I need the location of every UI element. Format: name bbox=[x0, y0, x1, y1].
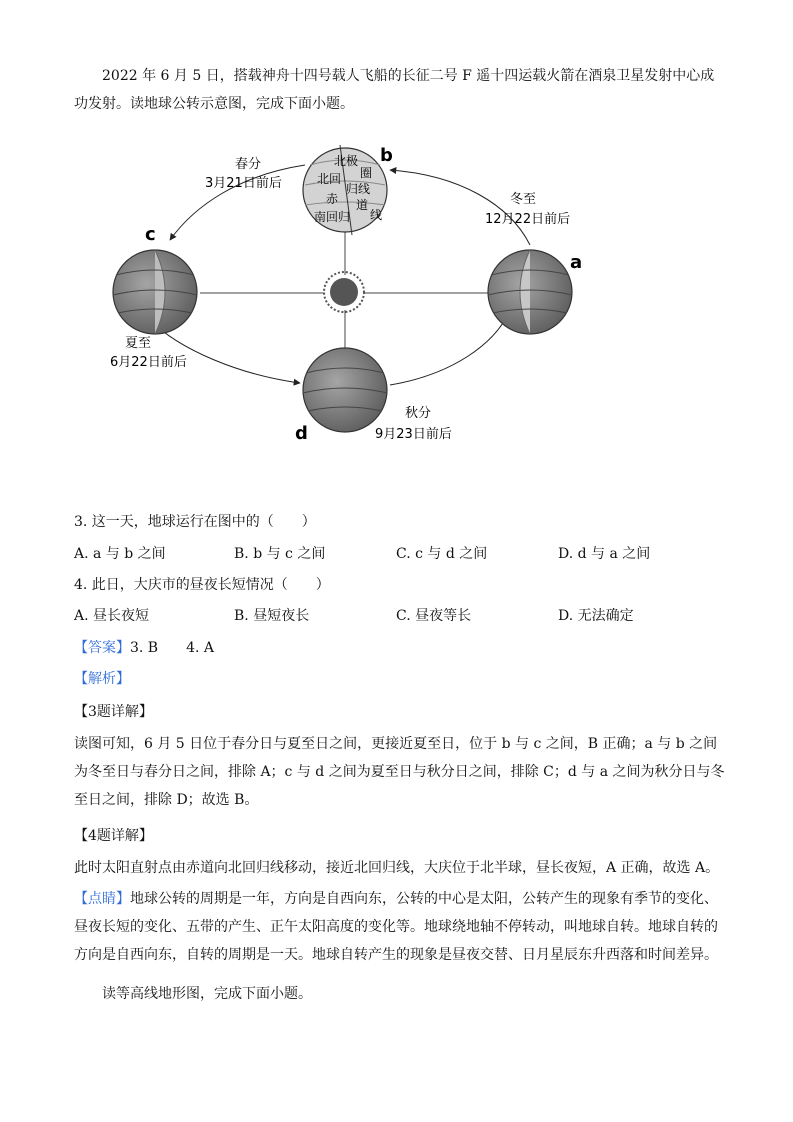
globe-d bbox=[295, 348, 452, 444]
sun-icon bbox=[324, 272, 364, 312]
globe-label-equator1: 赤 bbox=[325, 192, 339, 206]
question-3-options bbox=[74, 540, 726, 568]
globe-label-arctic: 北极 bbox=[333, 154, 359, 168]
q4-option-b[interactable]: B. 昼短夜长 bbox=[234, 608, 310, 624]
question-3-stem: 3. 这一天，地球运行在图中的（ ） bbox=[74, 514, 316, 530]
q4-option-c[interactable]: C. 昼夜等长 bbox=[396, 608, 472, 624]
label-b: b bbox=[380, 145, 393, 166]
comment-tag: 【点睛】 bbox=[74, 891, 130, 907]
intro-paragraph: 2022 年 6 月 5 日，搭载神舟十四号载人飞船的长征二号 F 遥十四运载火箭在酒泉卫星发射中心成功发射。读地球公转示意图，完成下面小题。 bbox=[74, 68, 715, 112]
q3-detail-heading: 【3题详解】 bbox=[74, 704, 153, 720]
earth-revolution-diagram bbox=[100, 135, 600, 450]
question-4-options bbox=[74, 602, 726, 630]
q3-option-d[interactable]: D. d 与 a 之间 bbox=[558, 546, 651, 562]
autumn-equinox-name: 秋分 bbox=[405, 406, 432, 421]
winter-solstice-date: 12月22日前后 bbox=[485, 212, 571, 227]
q4-option-d[interactable]: D. 无法确定 bbox=[558, 608, 634, 624]
answer-tag: 【答案】 bbox=[74, 640, 130, 656]
q3-option-c[interactable]: C. c 与 d 之间 bbox=[396, 546, 488, 562]
globe-b bbox=[205, 145, 393, 235]
label-c: c bbox=[145, 224, 156, 245]
autumn-equinox-date: 9月23日前后 bbox=[375, 427, 452, 442]
q4-detail-text: 此时太阳直射点由赤道向北回归线移动，接近北回归线，大庆位于北半球，昼长夜短，A 正确，故选 A。 bbox=[74, 860, 720, 876]
q4-option-a[interactable]: A. 昼长夜短 bbox=[74, 608, 150, 624]
globe-label-equator3: 线 bbox=[369, 208, 383, 222]
label-a: a bbox=[570, 252, 583, 273]
comment-paragraph bbox=[74, 885, 726, 969]
comment-text: 地球公转的周期是一年，方向是自西向东，公转的中心是太阳，公转产生的现象有季节的变化、昼夜长短的变化、五带的产生、正午太阳高度的变化等。地球绕地轴不停转动，叫地球自转。地球自转的方向是自西向东，自转的周期是一天。地球自转产生的现象是昼夜交替、日月星辰东升西落和时间差异。 bbox=[74, 891, 718, 963]
label-d: d bbox=[295, 423, 308, 444]
analysis-line bbox=[74, 665, 726, 693]
q3-option-b[interactable]: B. b 与 c 之间 bbox=[234, 546, 326, 562]
q3-detail-text: 读图可知，6 月 5 日位于春分日与夏至日之间，更接近夏至日，位于 b 与 c 之间，B 正确；a 与 b 之间为冬至日与春分日之间，排除 A；c 与 d 之间为夏至日与秋分日之间，排除 C；d 与 a 之间为秋分日与冬至日之间，排除 D；故选 B。 bbox=[74, 736, 725, 808]
answer-text: 3. B 4. A bbox=[130, 640, 215, 656]
globe-c bbox=[110, 224, 197, 370]
summer-solstice-name: 夏至 bbox=[125, 336, 152, 351]
globe-label-equator2: 道 bbox=[355, 198, 369, 212]
q4-detail-heading: 【4题详解】 bbox=[74, 828, 153, 844]
spring-equinox-name: 春分 bbox=[235, 157, 262, 172]
globe-label-circle: 圈 bbox=[359, 166, 373, 180]
q3-option-a[interactable]: A. a 与 b 之间 bbox=[74, 546, 166, 562]
winter-solstice-name: 冬至 bbox=[510, 192, 537, 207]
globe-label-tropic-n2: 归线 bbox=[345, 182, 371, 196]
answer-line bbox=[74, 634, 726, 662]
spring-equinox-date: 3月21日前后 bbox=[205, 176, 282, 191]
analysis-tag: 【解析】 bbox=[74, 671, 130, 687]
summer-solstice-date: 6月22日前后 bbox=[110, 355, 187, 370]
next-intro: 读等高线地形图，完成下面小题。 bbox=[102, 986, 312, 1002]
globe-a bbox=[485, 192, 582, 334]
globe-label-tropic-s: 南回归 bbox=[313, 210, 351, 224]
globe-label-tropic-n1: 北回 bbox=[316, 172, 342, 186]
question-4-stem: 4. 此日，大庆市的昼夜长短情况（ ） bbox=[74, 577, 330, 593]
